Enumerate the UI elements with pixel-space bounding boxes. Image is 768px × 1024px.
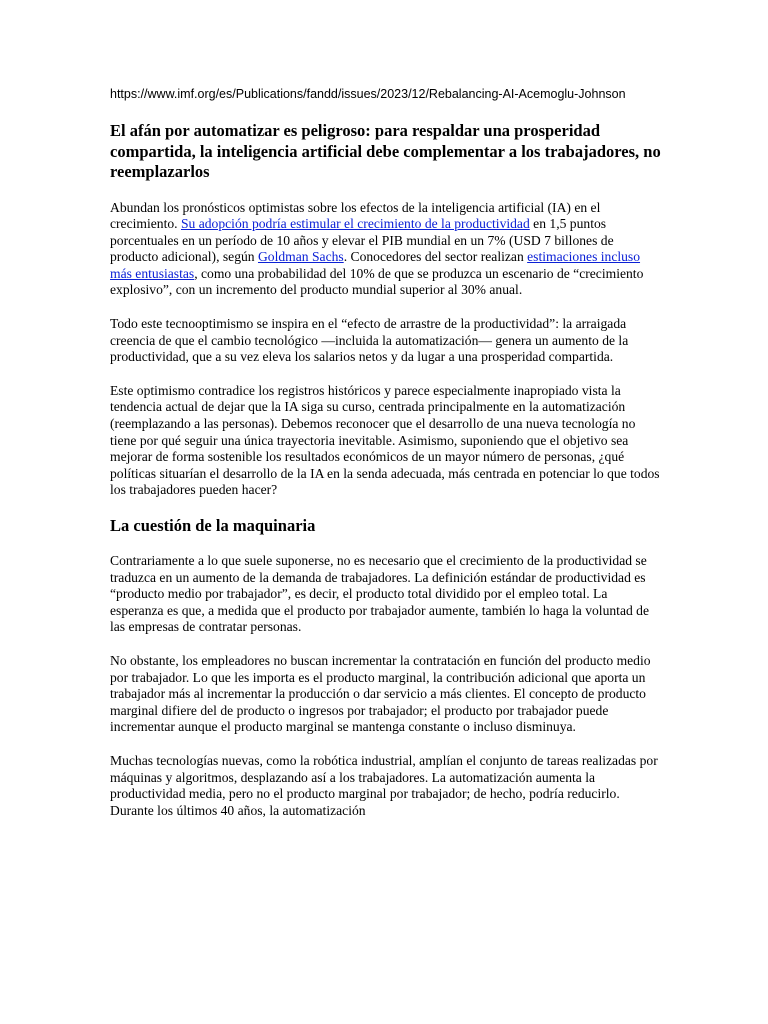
paragraph-productivity-definition: Contrariamente a lo que suele suponerse, no es necesario que el crecimiento de la productividad se traduzca en un aumento de la demanda de trabajadores. La definición estándar de productividad es “producto medio por trabajador”, es decir, el producto total dividido por el empleo total. La esperanza es que, a medida que el producto por trabajador aumente, también lo haga la voluntad de las empresas de contratar personas. [110,553,650,635]
source-url: https://www.imf.org/es/Publications/fandd/issues/2023/12/Rebalancing-AI-Acemoglu-Johnson [110,87,626,101]
paragraph-text: en 1,5 puntos porcentuales en un período de 10 años y elevar el PIB mundial en un 7% (USD 7 billones de producto adicional), según [110,216,614,265]
paragraph-automation: Muchas tecnologías nuevas, como la robótica industrial, amplían el conjunto de tareas realizadas por máquinas y algoritmos, desplazando así a los trabajadores. La automatización aumenta la productividad media, pero no el producto marginal por trabajador; de hecho, podría reducirlo. Durante los últimos 40 años, la automatización [110,752,658,818]
paragraph-text: . Conocedores del sector realizan [343,249,528,265]
paragraph-text: , como una probabilidad del 10% de que se produzca un escenario de “crecimiento explosivo”, con un incremento del producto mundial superior al 30% anual. [110,265,644,298]
paragraph-techno-optimism: Todo este tecnooptimismo se inspira en el “efecto de arrastre de la productividad”: la arraigada creencia de que el cambio tecnológico —incluida la automatización— genera un aumento de la productividad, que a su vez eleva los salarios netos y da lugar a una prosperidad compartida. [110,316,629,365]
article-title: El afán por automatizar es peligroso: para respaldar una prosperidad compartida, la inteligencia artificial debe complementar a los trabajadores, no reemplazarlos [110,121,661,181]
paragraph-historical-record: Este optimismo contradice los registros históricos y parece especialmente inapropiado vista la tendencia actual de dejar que la IA siga su curso, centrada principalmente en la automatización (reemplazando a las personas). Debemos reconocer que el desarrollo de una nueva tecnología no tiene por qué seguir una única trayectoria inevitable. Asimismo, suponiendo que el objetivo sea mejorar de forma sostenible los resultados económicos de un mayor número de personas, ¿qué políticas situarían el desarrollo de la IA en la senda adecuada, más centrada en potenciar lo que todos los trabajadores pueden hacer? [110,382,660,498]
link-goldman-sachs[interactable]: Goldman Sachs [257,249,344,265]
link-productivity-growth[interactable]: Su adopción podría estimular el crecimiento de la productividad [180,216,530,232]
paragraph-intro [110,200,662,300]
section-heading: La cuestión de la maquinaria [110,516,316,535]
paragraph-marginal-product: No obstante, los empleadores no buscan incrementar la contratación en función del producto medio por trabajador. Lo que les importa es el producto marginal, la contribución adicional que aporta un trabajador más al incrementar la producción o dar servicio a más clientes. El concepto de producto marginal difiere del de producto o ingresos por trabajador; el producto por trabajador puede incrementar aunque el producto marginal se mantenga constante o incluso disminuya. [110,652,651,735]
link-enthusiastic-estimates[interactable]: estimaciones incluso más entusiastas [110,249,641,281]
paragraph-text: Abundan los pronósticos optimistas sobre los efectos de la inteligencia artificial (IA) en el crecimiento. [110,199,601,232]
document-page [110,86,662,836]
